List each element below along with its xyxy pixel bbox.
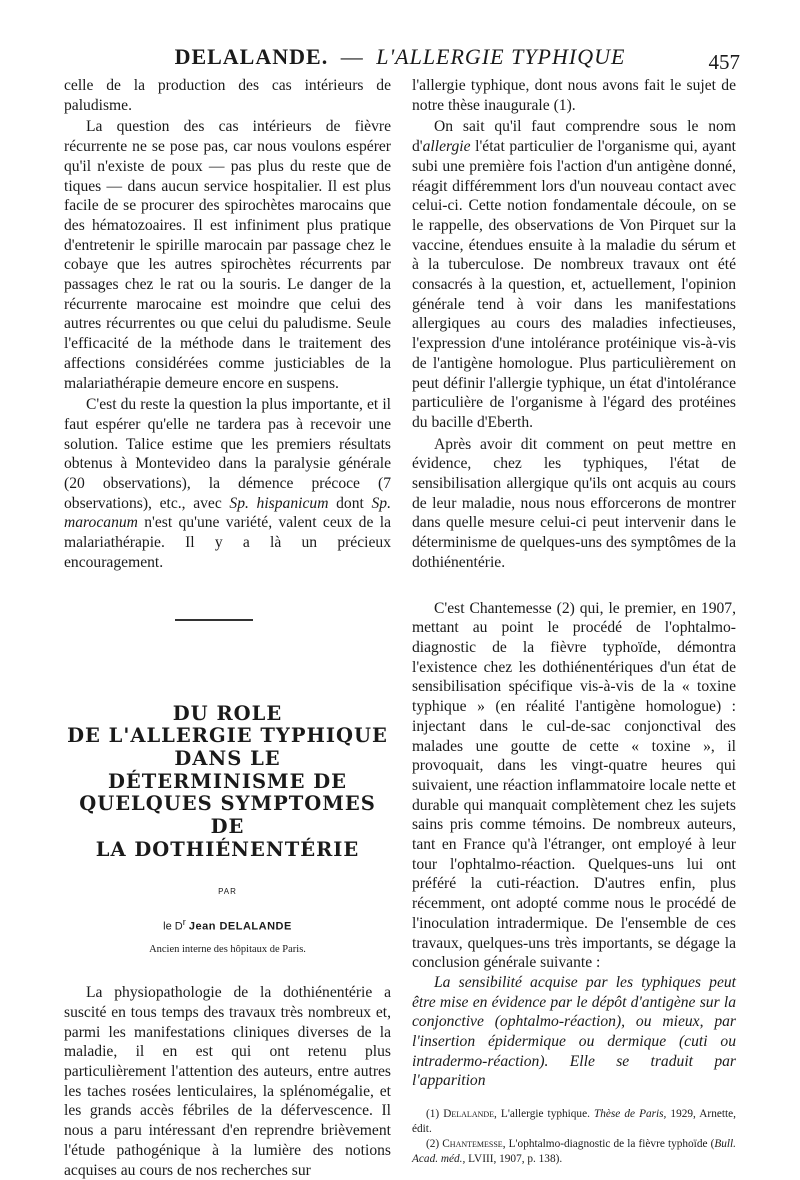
header-dash: — bbox=[340, 44, 364, 69]
text-run: 1929, Arnette, édit. bbox=[412, 1108, 736, 1136]
right-column bbox=[412, 76, 736, 1167]
left-column bbox=[64, 76, 391, 1180]
author-affiliation: Ancien interne des hôpitaux de Paris. bbox=[149, 943, 306, 955]
author-name: Jean DELALANDE bbox=[188, 920, 292, 933]
footnote-author: Chantemesse bbox=[442, 1138, 503, 1151]
paragraph: La question des cas intérieurs de fièvre récurrente ne se pose pas, car nous voulons espérer qu'il n'existe de poux — pas plus du reste que de tiques — dans aucun service hospitalier. Il est plus facile de se procurer des spirochètes marocains que des hématozoaires. Il est infiniment plus pratique d'entretenir le spirille marocain par passage chez le cobaye que les autres spirochètes récurrents par passages chez le rat ou la souris. Le danger de la récurrente marocaine est moindre que celui des autres récurrentes ou que celui du paludisme. Seule l'efficacité de la méthode dans le traitement des affections considérées comme justiciables de la malariathérapie demeure encore en suspens. bbox=[64, 118, 391, 392]
author-byline bbox=[64, 913, 391, 937]
title-line: DÉTERMINISME DE bbox=[107, 769, 348, 793]
italic-text: La sensibilité acquise par les typhiques peut être mise en évidence par le dépôt d'antigène sur la conjonctive (ophtalmo-réaction), ou mieux, par l'insertion épidermique ou dermique (cuti ou intradermo-réaction). Elle se traduit par l'apparition bbox=[412, 973, 736, 1090]
header-author: DELALANDE. bbox=[174, 44, 329, 69]
footnote bbox=[412, 1107, 736, 1137]
title-line: LA DOTHIÉNENTÉRIE bbox=[95, 837, 360, 861]
footnote-author: Delalande bbox=[443, 1108, 495, 1121]
paragraph: Après avoir dit comment on peut mettre en évidence, chez les typhiques, l'état de sensibilisation allergique qu'ils ont acquis au cours de leur maladie, nous nous efforcerons de montrer dans quelle mesure celui-ci peut intervenir dans le déterminisme de quelques-uns des symptômes de la dothiénentérie. bbox=[412, 435, 736, 571]
paragraph: celle de la production des cas intérieurs de paludisme. bbox=[64, 77, 391, 114]
paragraph: C'est Chantemesse (2) qui, le premier, en 1907, mettant au point le procédé de l'ophtalmo-diagnostic de la fièvre typhoïde, démontra l'existence chez les dothiénentériques d'un état de sensibilisation spécifique vis-à-vis de la « toxine typhique » (en réalité l'antigène homologue) : injectant dans le cul-de-sac conjonctival des malades une goutte de cette « toxine », il provoquait, dans les vingt-quatre heures qui suivaient, une réaction inflammatoire locale nette et durable qui manquait complètement chez les sujets sains pris comme témoins. De nombreux auteurs, tant en France qu'à l'étranger, ont employé à leur tour l'ophtalmo-réaction. Quelques-uns lui ont préféré la cuti-réaction. D'autres enfin, plus récemment, ont adopté comme nous le procédé de l'inoculation intradermique. De l'ensemble de ces travaux, quelques-uns très importants, se dégage la conclusion générale suivante : bbox=[412, 599, 736, 972]
title-line: QUELQUES SYMPTOMES DE bbox=[79, 792, 376, 839]
text-run: , L'ophtalmo-diagnostic de la fièvre typhoïde ( bbox=[502, 1138, 715, 1151]
byline-prefix: le D bbox=[163, 920, 183, 933]
italic-term: Thèse de Paris, bbox=[593, 1108, 667, 1121]
title-line: DU ROLE bbox=[172, 701, 283, 725]
italic-term: Bull. Acad. méd., bbox=[412, 1138, 736, 1166]
section-separator bbox=[175, 619, 253, 621]
paragraph: l'allergie typhique, dont nous avons fait le sujet de notre thèse inaugurale (1). bbox=[412, 77, 736, 114]
title-line: DANS LE bbox=[174, 746, 281, 770]
paragraph: La physiopathologie de la dothiénentérie a suscité en tous temps des travaux très nombreux et, parmi les manifestations cliniques diverses de la maladie, il en est qui ont retenu plus particulièrement l'attention des auteurs, entre autres les taches rosées lenticulaires, la splénomégalie, et les grands accès fébriles de la défervescence. Il nous a paru intéressant d'en reprendre brièvement l'étude pathogénique à la lumière des notions acquises au cours de nos recherches sur bbox=[64, 984, 391, 1179]
text-run: LVIII, 1907, p. 138). bbox=[465, 1153, 563, 1166]
running-header bbox=[0, 44, 800, 74]
byline-sup: r bbox=[182, 917, 186, 928]
footnote-marker: (1) bbox=[426, 1108, 444, 1121]
text-run: , L'allergie typhique. bbox=[494, 1108, 594, 1121]
header-title: L'ALLERGIE TYPHIQUE bbox=[376, 44, 626, 69]
text-run: On sait qu'il faut comprendre sous le nom d' bbox=[412, 118, 736, 156]
text-run: C'est du reste la question la plus importante, et il faut espérer qu'elle ne tardera pas à recevoir une solution. Talice estime que les premiers résultats obtenus à Montevideo dans la paralysie générale (20 observations), la démence précoce (7 observations), etc., avec bbox=[64, 396, 391, 512]
italic-term: allergie bbox=[422, 138, 471, 156]
text-run: n'est qu'une variété, valent ceux de la malariathérapie. Il y a là un précieux encouragement. bbox=[64, 514, 391, 571]
italic-term: Sp. hispanicum bbox=[229, 494, 329, 512]
paragraph bbox=[64, 395, 391, 572]
running-title bbox=[0, 44, 800, 70]
footnote-marker: (2) bbox=[426, 1138, 443, 1151]
paragraph bbox=[412, 117, 736, 432]
paragraph-italic bbox=[412, 973, 736, 1091]
text-run: l'état particulier de l'organisme qui, ayant subi une première fois l'action d'un antigène donné, réagit différemment lors d'un nouveau contact avec celui-ci. Cette notion fondamentale découle, on se le rappelle, des observations de Von Pirquet sur la vaccine, étendues ensuite à la maladie du sérum et à la tuberculose. De nombreux travaux ont été consacrés à la question, et, actuellement, l'opinion générale tend à voir dans les manifestations allergiques au cours des maladies infectieuses, l'expression d'une intolérance protéinique vis-à-vis de l'antigène homologue. Plus particulièrement on peut définir l'allergie typhique, un état d'intolérance particulière de l'organisme à l'égard des protéines du bacille d'Eberth. bbox=[412, 138, 736, 431]
italic-term: Sp. marocanum bbox=[64, 494, 391, 532]
title-line: DE L'ALLERGIE TYPHIQUE bbox=[67, 724, 388, 748]
footnotes bbox=[412, 1107, 736, 1167]
footnote bbox=[412, 1137, 736, 1167]
byline-par: PAR bbox=[218, 886, 237, 896]
text-run: dont bbox=[328, 494, 372, 512]
article-title bbox=[64, 703, 391, 862]
page-number: 457 bbox=[708, 50, 740, 74]
